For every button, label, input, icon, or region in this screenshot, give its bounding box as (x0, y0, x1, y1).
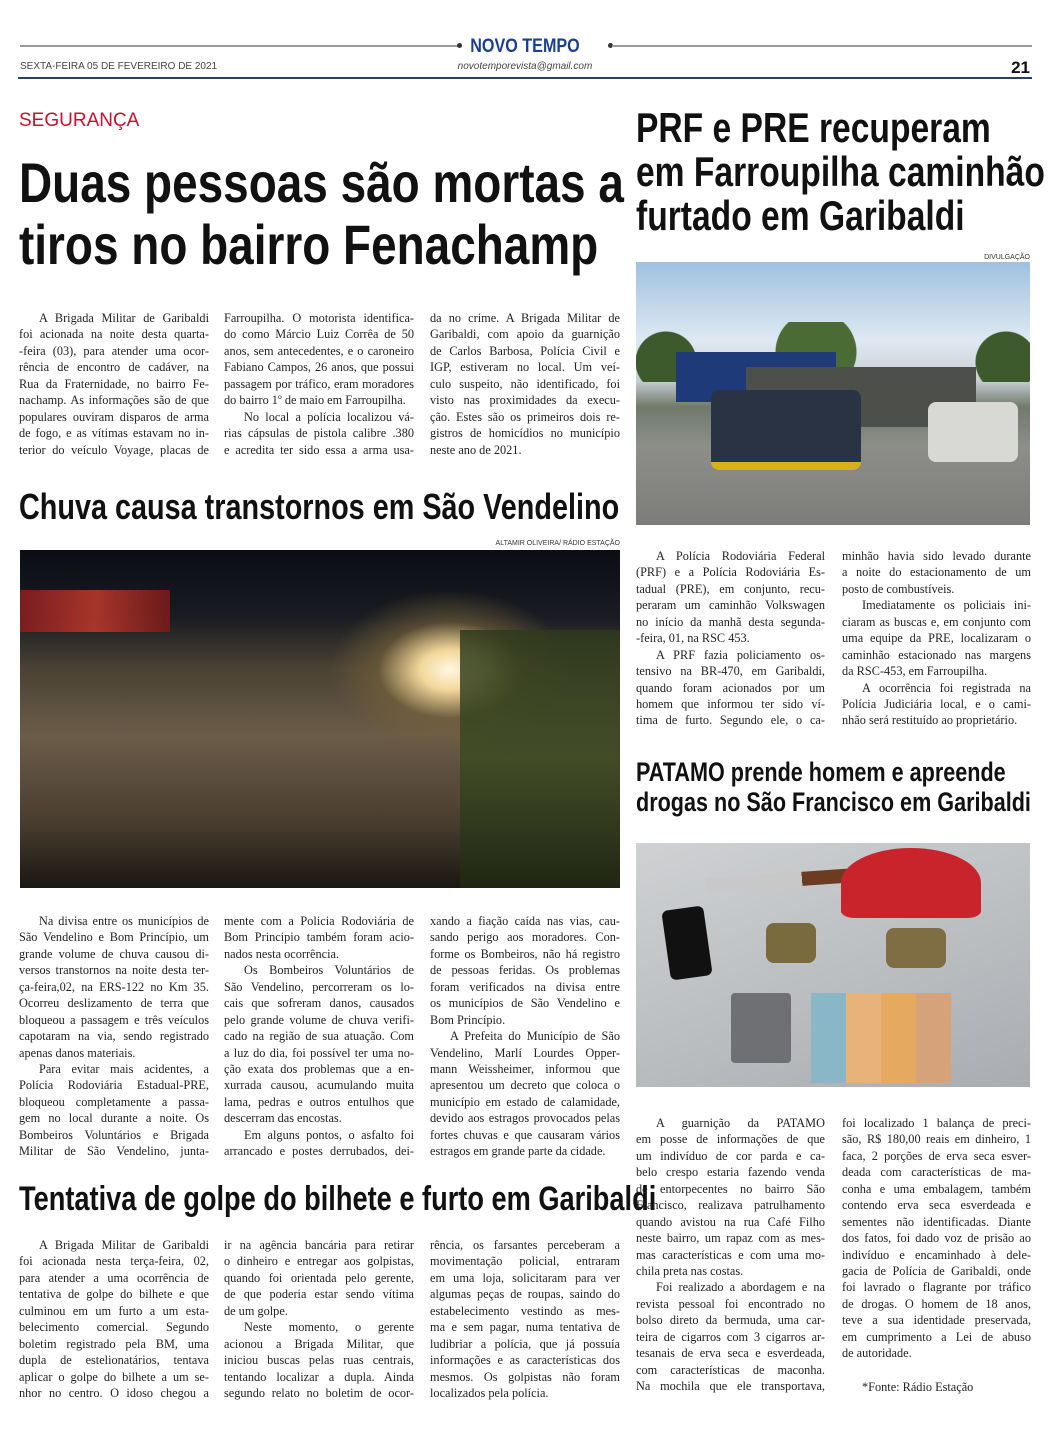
text-line: Fabiano Campos, 26 anos, que possui (224, 360, 414, 375)
text-line: homem que informou ter sido ví- (636, 696, 825, 711)
text-line: segundo relato no boletim de ocor- (224, 1385, 414, 1400)
pre-vehicle (928, 402, 1018, 462)
text-column (430, 310, 620, 458)
text-column (224, 310, 414, 458)
text-line: foi lavrado o flagrante por tráfico (842, 1280, 1031, 1295)
text-line: mann Weissheimer, informou que (430, 1061, 620, 1076)
text-line: A ocorrência foi registrada na (862, 680, 1031, 695)
text-line: gacia de Polícia de Garibaldi, onde (842, 1263, 1031, 1278)
text-line: foi acionada nesta terça-feira, 02, (19, 1254, 209, 1269)
text-line: Neste momento, o gerente (244, 1320, 414, 1335)
text-line: terior do veículo Voyage, placas de (19, 442, 209, 457)
text-line: A Brigada Militar de Garibaldi (39, 1238, 209, 1252)
text-line: iniciou buscas pelas ruas centrais, (224, 1353, 414, 1368)
headline (636, 106, 1045, 238)
text-line: chila preta nas costas. (636, 1263, 744, 1278)
text-line: Polícia Judiciária local, e o cami- (842, 696, 1031, 711)
text-line: A PRF fazia policiamento os- (656, 647, 825, 662)
text-line: belo crespo estaria fazendo venda (636, 1165, 825, 1180)
text-line: -feira, 01, na RSC 453. (636, 631, 750, 646)
text-line: o dinheiro e entregar aos golpistas, (224, 1254, 414, 1269)
text-line: Na mochila que ele transportava, (636, 1379, 825, 1393)
text-line: tima de furto. Segundo ele, o ca- (636, 713, 825, 728)
text-line: em cumprimento a Lei de abuso (842, 1329, 1031, 1344)
text-line: posto de combustíveis. (842, 581, 955, 596)
text-line: versos transtornos na noite desta ter- (19, 963, 209, 978)
text-line: de um golpe. (224, 1303, 288, 1318)
text-line: boletim registrado pela BM, uma (19, 1336, 209, 1351)
text-line: aplicar o golpe do bilhete a um se- (19, 1369, 209, 1384)
headline-line: PRF e PRE recuperam (636, 104, 991, 151)
text-line: cado na região de sua atuação. Com (224, 1029, 414, 1044)
text-line: informações e as características dos (430, 1353, 620, 1368)
text-line: município em estado de calamidade, (430, 1094, 620, 1109)
text-line: uma equipe da PRE, localizaram o (842, 631, 1031, 646)
text-line: rência de encontro de cadáver, na (19, 360, 209, 375)
text-line: quando avistou na rua Café Filho (636, 1214, 825, 1229)
text-line: cais que sofreram danos, causados (224, 996, 414, 1011)
text-line: foi acionada na noite desta quarta- (19, 327, 209, 342)
text-line: ma e sem pagar, numa tentativa de (430, 1320, 620, 1335)
text-line: Os Bombeiros Voluntários de (244, 963, 414, 978)
text-line: culo suspeito, não identificado, foi (430, 376, 620, 391)
text-line: de Carlos Barbosa, Polícia Civil e (430, 343, 620, 358)
cap (841, 848, 981, 918)
headline-line: furtado em Garibaldi (636, 192, 965, 239)
text-line: ção. Estes são os primeiros dois re- (430, 409, 620, 424)
text-line: de drogas. O homem de 18 anos, (842, 1296, 1031, 1311)
phone (661, 905, 712, 980)
text-line: neste ano de 2021. (430, 442, 522, 457)
text-line: A guarnição da PATAMO (656, 1116, 825, 1130)
text-line: ciaram as buscas e, em conjunto com (842, 614, 1031, 629)
text-line: sando perigo aos moradores. Con- (430, 930, 620, 945)
text-line: estragos em grande parte da cidade. (430, 1144, 606, 1159)
page-number: 21 (1011, 58, 1030, 77)
text-line: da RSC-453, em Farroupilha. (842, 664, 988, 679)
text-line: minhão havia sido levado durante (842, 549, 1031, 563)
text-line: são, R$ 180,00 reais em dinheiro, 1 (842, 1132, 1031, 1147)
text-line: caminhão estacionado nas margens (842, 647, 1031, 662)
text-line: Garibaldi, com apoio da guarnição (430, 327, 620, 342)
text-line: forme os Bombeiros, não há registro (430, 946, 620, 961)
text-line: Bombeiros Voluntários e Brigada (19, 1127, 209, 1142)
text-line: A Prefeita do Município de São (450, 1029, 620, 1044)
text-line: teira de cigarros com 3 cigarros ar- (636, 1329, 825, 1344)
text-line: conha e uma embalagem, também (842, 1181, 1031, 1196)
header-rule (18, 77, 1032, 79)
text-line: peraram um caminhão Volkswagen (636, 598, 825, 613)
text-line: quando foram acionados por um (636, 680, 825, 695)
text-line: Imediatamente os policiais ini- (862, 598, 1031, 613)
text-line: devido aos estragos provocados pelas (430, 1111, 620, 1126)
text-line: ir na agência bancária para retirar (224, 1238, 414, 1252)
text-line: com características de maconha. (636, 1362, 825, 1377)
scale (731, 993, 791, 1063)
text-line: em posse de informações de que (636, 1132, 825, 1147)
text-line: rias cápsulas de pistola calibre .380 (224, 426, 414, 441)
text-line: Ocorreu deslizamento de terra que (19, 996, 209, 1011)
headline-line: tiros no bairro Fenachamp (19, 213, 599, 276)
text-line: ção exata dos problemas que a en- (224, 1061, 414, 1076)
text-line: os municípios de São Vendelino e (430, 996, 620, 1011)
text-line: de entorpecentes no bairro São (636, 1181, 825, 1196)
text-line: tentando localizar a dupla. Ainda (224, 1369, 414, 1384)
text-line: nachamp. As informações são de que (19, 393, 209, 408)
text-line: mente com a Policia Rodoviária de (224, 914, 414, 928)
police-truck-photo (636, 262, 1030, 525)
drug-package (766, 923, 816, 963)
text-line: nhão será restituído ao proprietário. (842, 713, 1018, 728)
text-column (430, 913, 620, 1160)
text-line: passagem por tráfico, eram moradores (224, 376, 414, 391)
text-line: São Vendelino, percorreram os lo- (224, 979, 414, 994)
text-column (636, 1115, 825, 1394)
text-line: mas características e com uma mo- (636, 1247, 825, 1262)
text-line: pelo grande volume de chuva verifi- (224, 1012, 414, 1027)
text-line: do bairro 1º de maio em Farroupilha. (224, 393, 406, 408)
section-label: SEGURANÇA (19, 110, 140, 131)
text-line: A Polícia Rodoviária Federal (656, 549, 825, 563)
text-column (19, 310, 209, 458)
text-line: foram verificados na divisa entre (430, 979, 620, 994)
photo-credit: DIVULGAÇÃO (984, 254, 1030, 261)
headline (19, 152, 624, 276)
text-line: rência, os farsantes perceberam a (430, 1238, 620, 1252)
text-line: Foi realizado a abordagem e na (656, 1280, 825, 1295)
text-column (224, 913, 414, 1160)
text-line: deada com características de ma- (842, 1165, 1031, 1180)
text-line: de fogo, e as vítimas estavam no in- (19, 426, 209, 441)
text-line: arrancado e postes derrubados, dei- (224, 1144, 414, 1159)
contact-email: novotemporevista@gmail.com (457, 61, 593, 72)
text-line: tensivo na BR-470, em Garibaldi, (636, 664, 825, 679)
grass-bank (460, 630, 620, 888)
text-line: mesmos. Os golpistas não foram (430, 1369, 620, 1384)
drug-package (886, 928, 946, 968)
text-column (19, 913, 209, 1160)
masthead: NOVO TEMPO (470, 36, 580, 57)
text-line: em uma loja, solicitaram para ver (430, 1270, 620, 1285)
photo-credit: ALTAMIR OLIVEIRA/ RÁDIO ESTAÇÃO (495, 540, 620, 547)
text-line: xando a fiação caída nas vias, cau- (430, 914, 620, 928)
text-line: No local a polícia localizou vá- (244, 409, 414, 424)
text-line: quando foi orientada pelo gerente, (224, 1270, 414, 1285)
text-line: e acredita ter sido essa a arma usa- (224, 442, 414, 457)
text-line: nhor no centro. O idoso chegou a (19, 1385, 209, 1400)
text-line: a luz do dia, foi possível ter uma no- (224, 1045, 414, 1060)
text-line: bloqueou completamente a passa- (19, 1094, 209, 1109)
text-line: Militar de São Vendelino, junta- (19, 1144, 209, 1159)
text-column (19, 1237, 209, 1401)
text-line: São Vendelino e Bom Princípio, um (19, 930, 209, 945)
text-column (430, 1237, 620, 1401)
headline-line: PATAMO prende homem e apreende (636, 757, 1006, 787)
text-line: teve a sua identidade preservada, (842, 1313, 1031, 1328)
text-line: (PRF) e a Polícia Rodoviária Es- (636, 565, 825, 580)
text-line: gistros de homicídios no município (430, 426, 620, 441)
text-line: acionou a Brigada Militar, que (224, 1336, 414, 1351)
headline: Tentativa de golpe do bilhete e furto em Garibaldi (19, 1180, 657, 1218)
text-line: anos, sem antecedentes, e o caroneiro (224, 343, 414, 358)
flood-photo (20, 550, 620, 888)
text-line: Rua da Fraternidade, no bairro Fe- (19, 376, 209, 391)
text-line: Francisco, realizava patrulhamento (636, 1198, 825, 1213)
text-line: belecimento comercial. Segundo (19, 1320, 209, 1335)
headline-line: drogas no São Francisco em Garibaldi (636, 787, 1031, 817)
headline: Chuva causa transtornos em São Vendelino (19, 486, 620, 527)
text-column (224, 1237, 414, 1401)
text-line: de autoridade. (842, 1346, 912, 1361)
text-line: estabelecimento vestindo as mes- (430, 1303, 620, 1318)
text-line: do como Márcio Luiz Corrêa de 50 (224, 327, 414, 342)
text-line: Bom Princípio. (430, 1012, 506, 1027)
text-line: contendo erva seca esverdeada e (842, 1198, 1031, 1213)
source-note: *Fonte: Rádio Estação (862, 1380, 974, 1394)
text-line: apenas danos materiais. (19, 1045, 136, 1060)
text-line: grande volume de chuva causou di- (19, 946, 209, 961)
header-rule-right (612, 45, 1032, 47)
text-line: faca, 2 porções de erva seca esver- (842, 1148, 1031, 1163)
text-line: movimentação policial, entraram (430, 1254, 620, 1269)
text-line: sementes não identificadas. Diante (842, 1214, 1031, 1229)
text-column (842, 548, 1031, 729)
text-line: revista pessoal foi encontrado no (636, 1296, 825, 1311)
text-column (636, 548, 825, 729)
text-line: Farroupilha. O motorista identifica- (224, 311, 414, 325)
text-line: descerram das encostas. (224, 1111, 342, 1126)
text-line: xurrada causou, acumulando muita (224, 1078, 414, 1093)
text-line: IGP, estiveram no local. Um veí- (430, 360, 620, 375)
headline (636, 757, 1031, 817)
banknotes (811, 993, 951, 1083)
seized-items-photo (636, 843, 1030, 1087)
text-line: populares ouviram disparos de arma (19, 409, 209, 424)
text-line: para atender a uma ocorrência de (19, 1270, 209, 1285)
text-line: Em alguns pontos, o asfalto foi (244, 1127, 414, 1142)
text-line: neste bairro, um rapaz com as mes- (636, 1231, 825, 1246)
text-line: capotaram na via, sendo registrado (19, 1029, 209, 1044)
text-line: A Brigada Militar de Garibaldi (39, 311, 209, 325)
text-column (842, 1115, 1031, 1362)
text-line: -feira (03), para atender uma ocor- (19, 343, 209, 358)
text-line: algumas peças de roupas, saindo do (430, 1287, 620, 1302)
text-line: foi localizado 1 balança de preci- (842, 1116, 1031, 1130)
fire-truck (20, 590, 170, 632)
text-line: tesanais de erva seca e esverdeada, (636, 1346, 825, 1361)
text-line: bolso direto da bermuda, uma car- (636, 1313, 825, 1328)
issue-date: SEXTA-FEIRA 05 DE FEVEREIRO DE 2021 (20, 61, 218, 72)
text-line: dos fatos, foi dado voz de prisão ao (842, 1231, 1031, 1246)
text-line: localizados pela polícia. (430, 1385, 549, 1400)
text-line: ludibriar a polícia, que já possuía (430, 1336, 620, 1351)
text-line: Bom Principio também foram acio- (224, 930, 414, 945)
text-line: nados nesta ocorrência. (224, 946, 340, 961)
text-line: fortes chuvas e que causaram vários (430, 1127, 620, 1142)
text-line: um indivíduo de cor parda e ca- (636, 1148, 825, 1163)
text-line: visto nas proximidades da execu- (430, 393, 620, 408)
text-line: no início da manhã desta segunda- (636, 614, 825, 629)
text-line: de que poderia estar sendo vítima (224, 1287, 414, 1302)
text-line: de pessoas feridas. Os problemas (430, 963, 620, 978)
text-line: gem no local durante a noite. Os (19, 1111, 209, 1126)
text-line: Na divisa entre os municípios de (39, 914, 209, 928)
text-line: a noite do estacionamento de um (842, 565, 1031, 580)
text-line: lama, pedras e outros entulhos que (224, 1094, 414, 1109)
text-line: apresentou um decreto que coloca o (430, 1078, 620, 1093)
text-line: culminou em um furto a um esta- (19, 1303, 209, 1318)
text-line: tentativa de golpe do bilhete e que (19, 1287, 209, 1302)
headline-line: Duas pessoas são mortas a (19, 151, 624, 214)
text-line: Vendelino, Marlí Lourdes Opper- (430, 1045, 620, 1060)
header-rule-left (20, 45, 460, 47)
text-line: indivíduo e encaminhado à dele- (842, 1247, 1031, 1262)
text-line: Para evitar mais acidentes, a (39, 1061, 209, 1076)
text-line: bloqueou a passagem e três veículos (19, 1012, 209, 1027)
text-line: da no crime. A Brigada Militar de (430, 311, 620, 325)
text-line: Polícia Rodoviária Estadual-PRE, (19, 1078, 209, 1093)
text-line: ça-feira,02, na ERS-122 no Km 35. (19, 979, 209, 994)
text-line: dupla de estelionatários, tentava (19, 1353, 209, 1368)
headline-line: em Farroupilha caminhão (636, 148, 1045, 195)
text-line: tadual (PRE), em conjunto, recu- (636, 581, 825, 596)
prf-vehicle (711, 390, 861, 470)
